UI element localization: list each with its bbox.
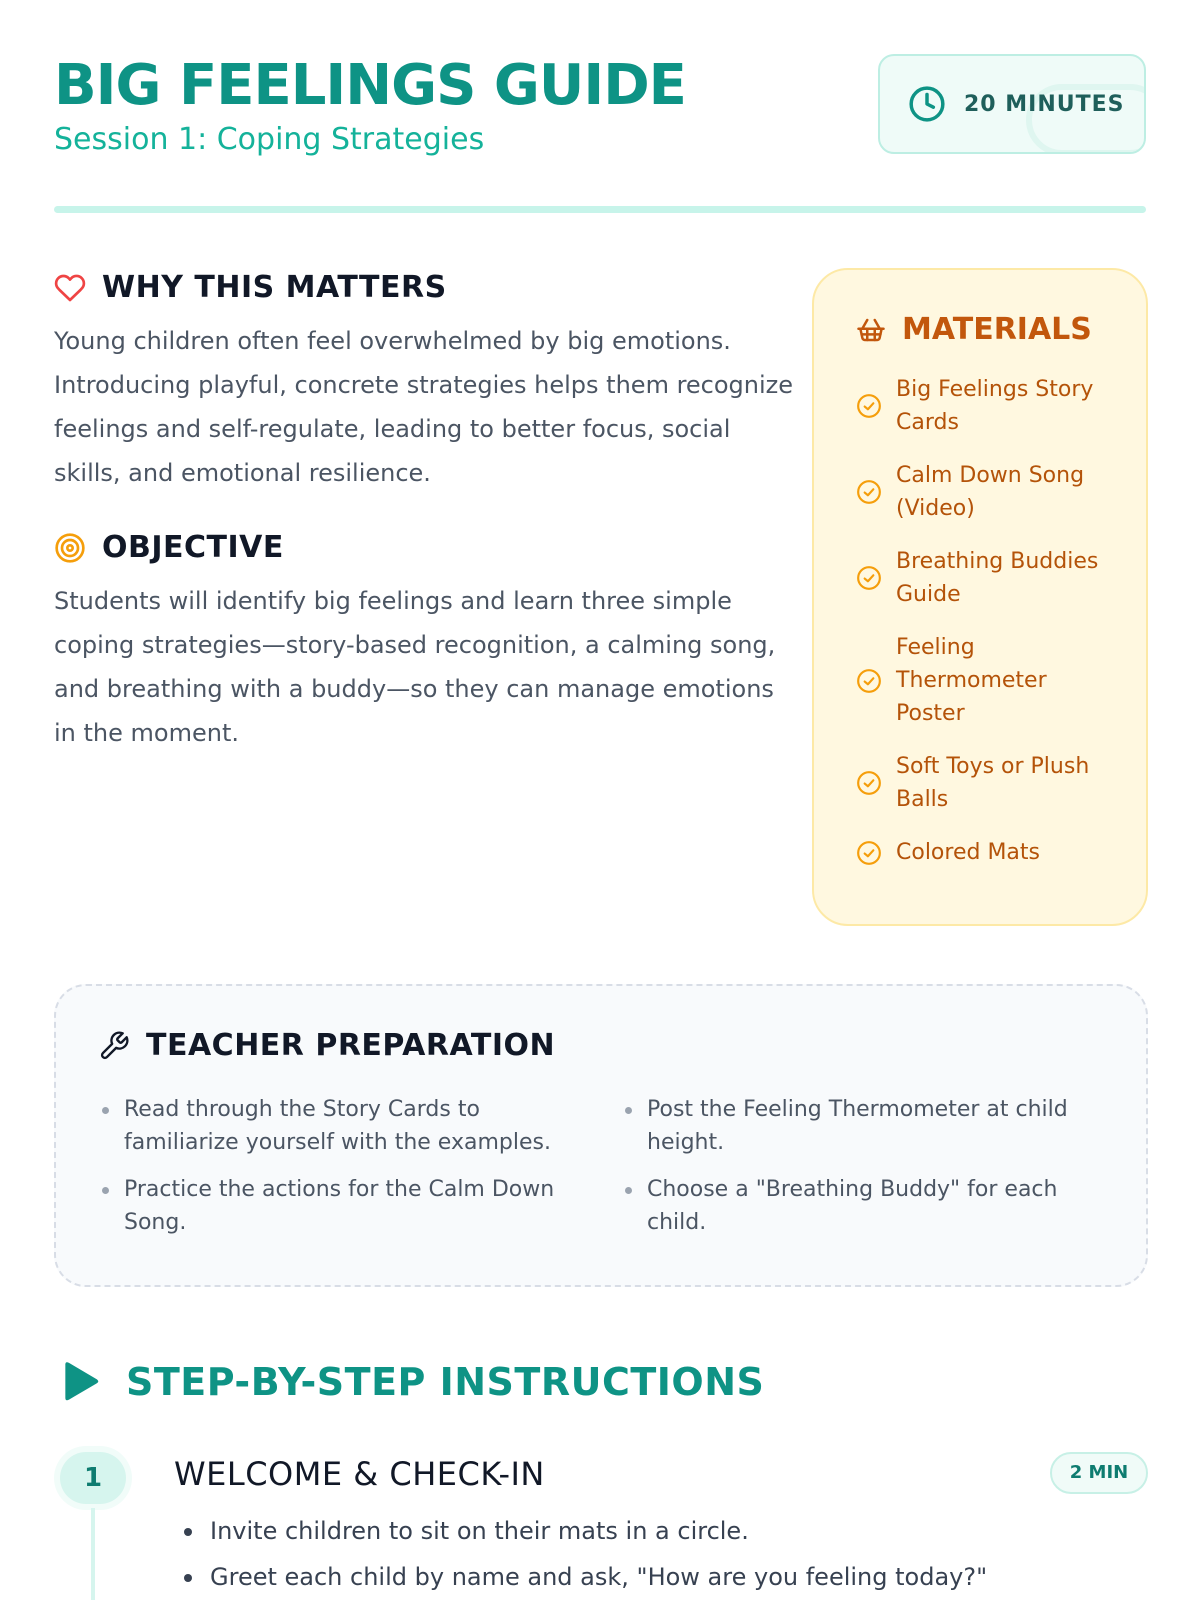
steps-heading bbox=[58, 1358, 764, 1406]
materials-item bbox=[856, 373, 1110, 439]
why-section bbox=[54, 270, 794, 495]
step-bullet bbox=[180, 1554, 1080, 1600]
materials-item bbox=[856, 631, 1110, 730]
step-bullet-text: Invite children to sit on their mats in a circle. bbox=[210, 1517, 749, 1545]
materials-item bbox=[856, 459, 1110, 525]
step-bullet bbox=[180, 1508, 1080, 1554]
step-title: WELCOME & CHECK-IN bbox=[174, 1455, 545, 1493]
check-circle-icon bbox=[856, 393, 882, 419]
objective-heading-text: OBJECTIVE bbox=[102, 530, 284, 565]
prep-heading-text: TEACHER PREPARATION bbox=[146, 1028, 556, 1063]
steps-heading-text: STEP-BY-STEP INSTRUCTIONS bbox=[126, 1360, 765, 1404]
prep-item bbox=[98, 1093, 621, 1159]
materials-item-label: Breathing Buddies Guide bbox=[896, 549, 1099, 607]
clock-icon bbox=[908, 85, 946, 123]
step-bullet-text: Greet each child by name and ask, "How are you feeling today?" bbox=[210, 1563, 988, 1591]
duration-badge bbox=[878, 54, 1146, 154]
why-text: Young children often feel overwhelmed by big emotions. Introducing playful, concrete strategies helps them recognize feelings and self-regulate, leading to better focus, social skills, and emotional resilience. bbox=[54, 327, 794, 487]
prep-item bbox=[621, 1173, 1121, 1239]
prep-heading bbox=[98, 1028, 1104, 1063]
prep-item bbox=[98, 1173, 621, 1239]
page-title: BIG FEELINGS GUIDE bbox=[54, 53, 686, 118]
materials-item bbox=[856, 750, 1110, 816]
check-circle-icon bbox=[856, 565, 882, 591]
play-icon bbox=[58, 1358, 102, 1406]
why-heading-text: WHY THIS MATTERS bbox=[102, 270, 447, 305]
heart-icon bbox=[54, 272, 86, 304]
prep-item-text: Practice the actions for the Calm Down Song. bbox=[124, 1177, 555, 1235]
step-bullets bbox=[180, 1508, 1080, 1600]
materials-card bbox=[812, 268, 1148, 926]
check-circle-icon bbox=[856, 479, 882, 505]
basket-icon bbox=[856, 315, 886, 345]
objective-section bbox=[54, 530, 794, 755]
materials-item-label: Calm Down Song (Video) bbox=[896, 463, 1085, 521]
materials-list bbox=[856, 373, 1110, 869]
materials-heading-text: MATERIALS bbox=[902, 312, 1092, 347]
check-circle-icon bbox=[856, 668, 882, 694]
prep-item-text: Choose a "Breathing Buddy" for each child. bbox=[647, 1177, 1058, 1235]
materials-heading bbox=[856, 312, 1110, 347]
duration-label: 20 MINUTES bbox=[964, 91, 1125, 117]
objective-text: Students will identify big feelings and learn three simple coping strategies—story-based recognition, a calming song, and breathing with a buddy—so they can manage emotions in the moment. bbox=[54, 587, 776, 747]
prep-list bbox=[98, 1093, 1104, 1253]
step-number: 1 bbox=[60, 1452, 126, 1504]
teacher-prep-card bbox=[54, 984, 1148, 1287]
why-heading bbox=[54, 270, 794, 305]
prep-item bbox=[621, 1093, 1121, 1159]
check-circle-icon bbox=[856, 840, 882, 866]
header-divider bbox=[54, 206, 1146, 213]
materials-item-label: Big Feelings Story Cards bbox=[896, 377, 1094, 435]
step-time-badge: 2 MIN bbox=[1050, 1452, 1148, 1494]
prep-item-text: Read through the Story Cards to familiarize yourself with the examples. bbox=[124, 1097, 551, 1155]
materials-item-label: Colored Mats bbox=[896, 840, 1040, 865]
materials-item bbox=[856, 836, 1110, 869]
materials-item-label: Feeling Thermometer Poster bbox=[896, 635, 1047, 726]
materials-item bbox=[856, 545, 1110, 611]
page-header bbox=[54, 54, 686, 160]
prep-item-text: Post the Feeling Thermometer at child height. bbox=[647, 1097, 1068, 1155]
materials-item-label: Soft Toys or Plush Balls bbox=[896, 754, 1090, 812]
check-circle-icon bbox=[856, 770, 882, 796]
target-icon bbox=[54, 532, 86, 564]
objective-heading bbox=[54, 530, 794, 565]
step-connector bbox=[91, 1508, 95, 1600]
wrench-icon bbox=[98, 1030, 130, 1062]
page-subtitle: Session 1: Coping Strategies bbox=[54, 122, 485, 157]
